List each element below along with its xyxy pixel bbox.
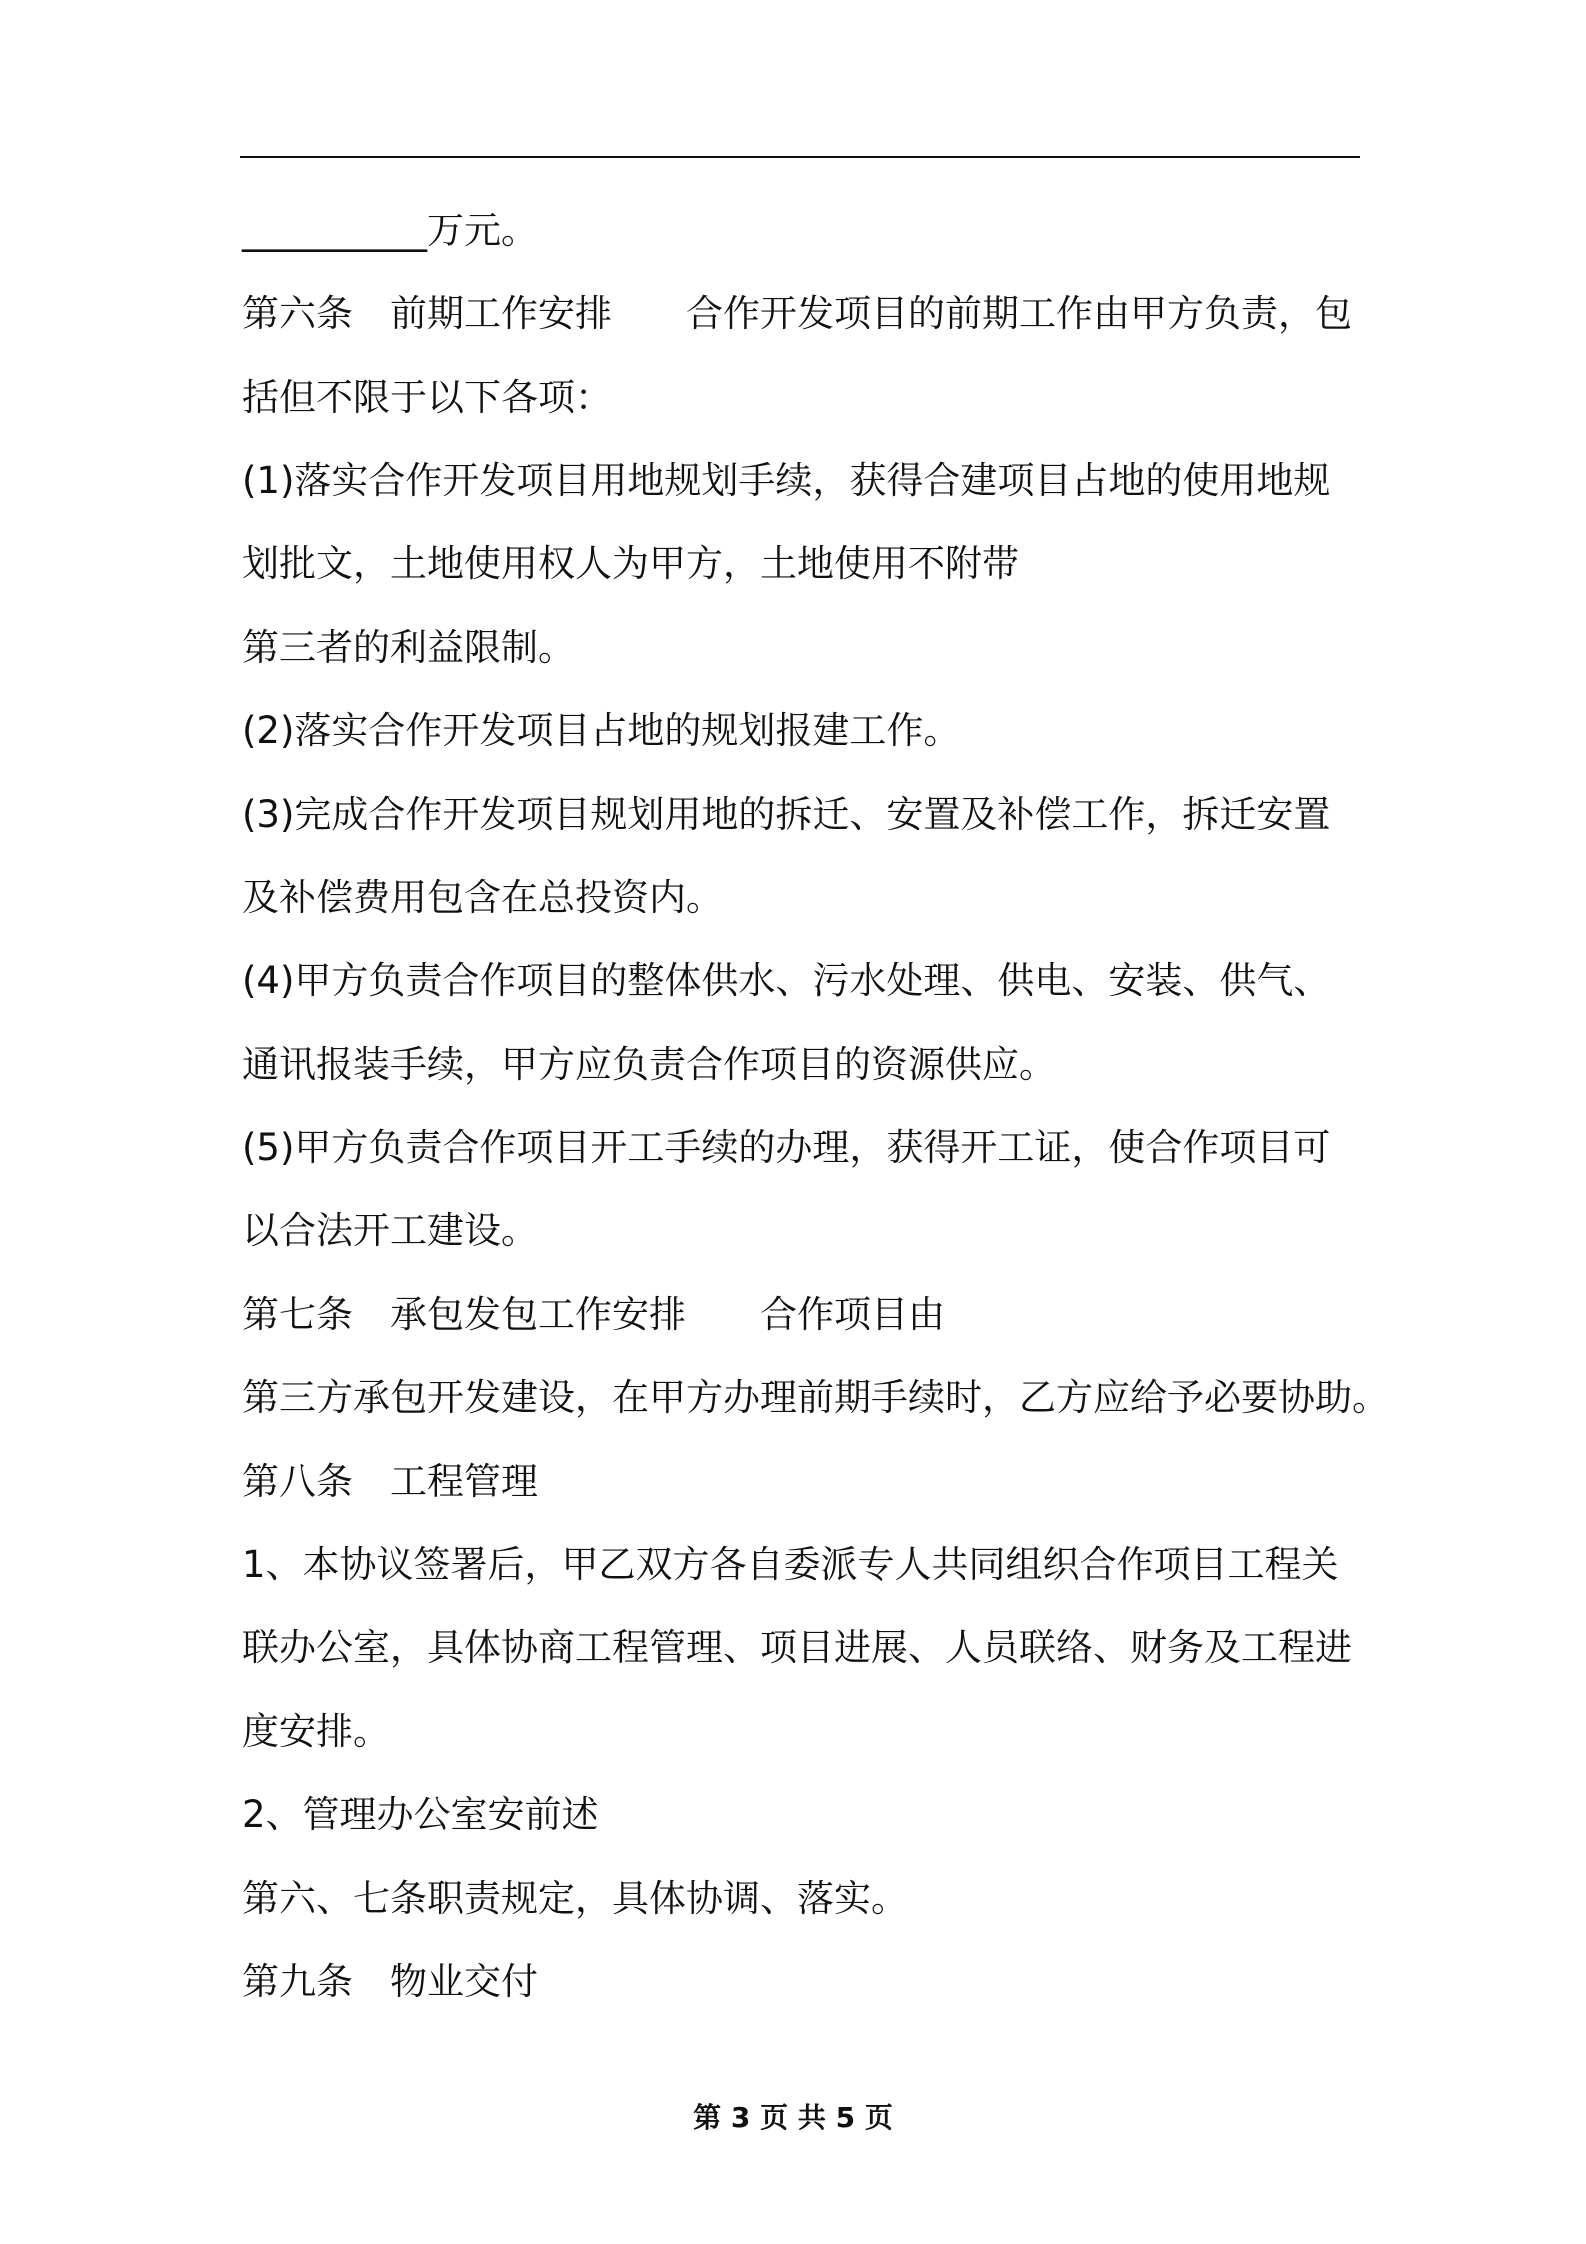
text-line: 及补偿费用包含在总投资内。: [242, 876, 723, 919]
text-line: (2)落实合作开发项目占地的规划报建工作。: [242, 709, 961, 752]
text-line: 第三方承包开发建设，在甲方办理前期手续时，乙方应给予必要协助。: [242, 1376, 1389, 1419]
text-line: (3)完成合作开发项目规划用地的拆迁、安置及补偿工作，拆迁安置: [242, 793, 1331, 836]
text-line: 1、本协议签署后，甲乙双方各自委派专人共同组织合作项目工程关: [242, 1543, 1339, 1586]
text-line: (5)甲方负责合作项目开工手续的办理，获得开工证，使合作项目可: [242, 1126, 1331, 1169]
text-line: 括但不限于以下各项：: [242, 376, 612, 419]
text-line: (4)甲方负责合作项目的整体供水、污水处理、供电、安装、供气、: [242, 959, 1331, 1002]
text-line: 第八条 工程管理: [242, 1460, 538, 1503]
text-line: 通讯报装手续，甲方应负责合作项目的资源供应。: [242, 1043, 1056, 1086]
text-line: 第六条 前期工作安排 合作开发项目的前期工作由甲方负责，包: [242, 292, 1352, 335]
text-line: 第三者的利益限制。: [242, 626, 575, 669]
text-line: 划批文，土地使用权人为甲方，土地使用不附带: [242, 542, 1019, 585]
text-line: __________万元。: [242, 209, 538, 252]
text-line: 第九条 物业交付: [242, 1960, 538, 2003]
text-line: (1)落实合作开发项目用地规划手续，获得合建项目占地的使用地规: [242, 459, 1331, 502]
text-line: 第六、七条职责规定，具体协调、落实。: [242, 1877, 908, 1920]
text-line: 以合法开工建设。: [242, 1209, 538, 1252]
text-line: 2、管理办公室安前述: [242, 1793, 599, 1836]
header-rule: [240, 156, 1360, 158]
page-number: 第 3 页 共 5 页: [693, 2101, 893, 2134]
text-line: 联办公室，具体协商工程管理、项目进展、人员联络、财务及工程进: [242, 1626, 1352, 1669]
text-line: 第七条 承包发包工作安排 合作项目由: [242, 1293, 945, 1336]
text-line: 度安排。: [242, 1710, 390, 1753]
